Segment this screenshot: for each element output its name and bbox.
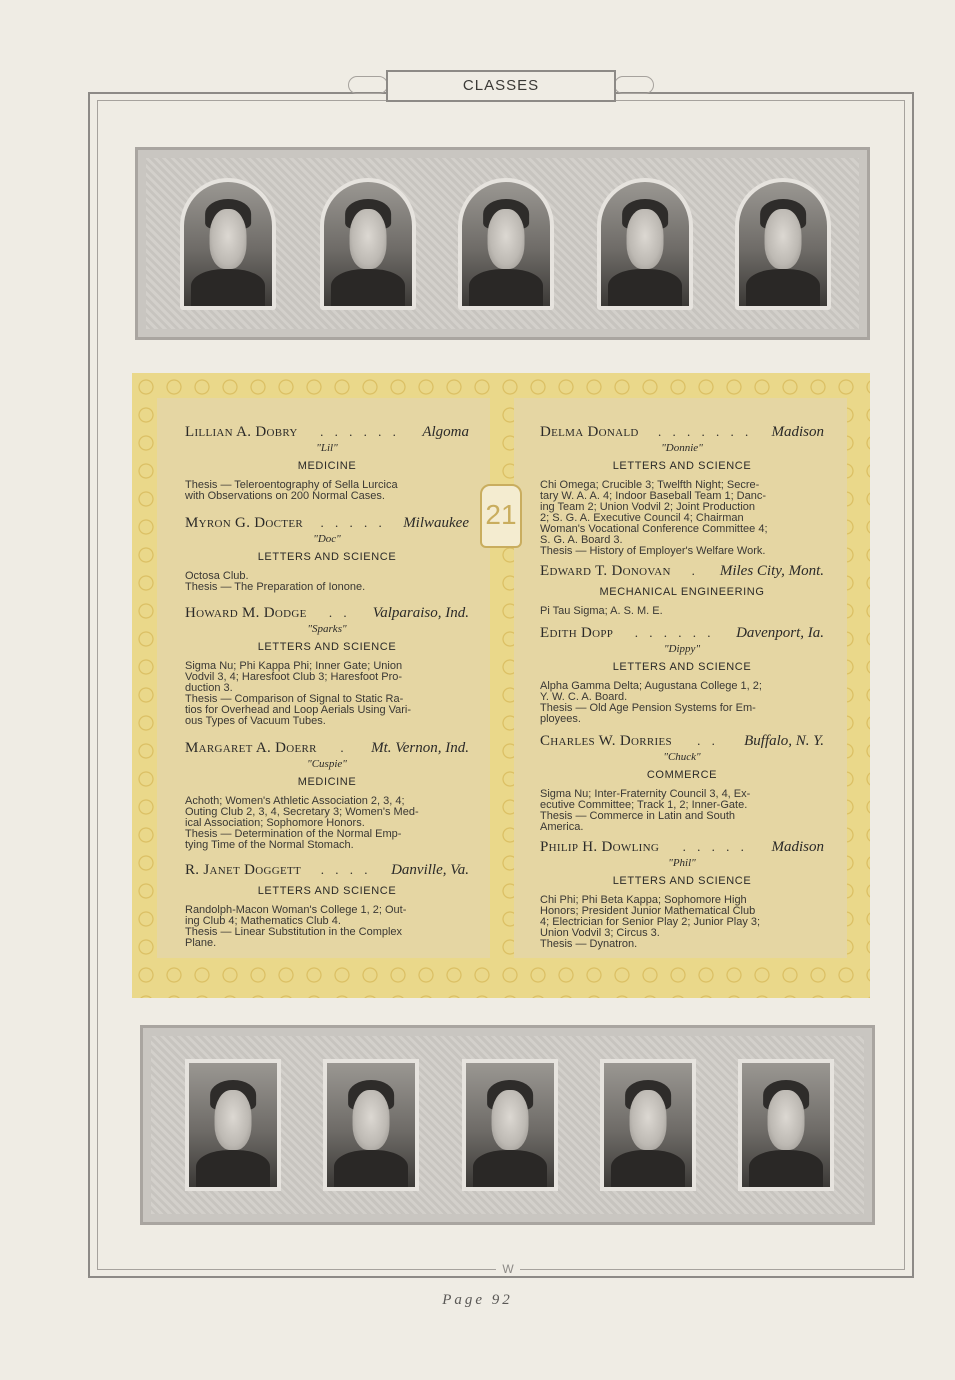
text-line: Plane.	[185, 937, 217, 949]
bottom-photo-strip	[140, 1025, 875, 1225]
activities-text	[185, 571, 469, 593]
text-line: Thesis — The Preparation of Ionone.	[185, 581, 366, 593]
portrait-photo	[458, 178, 554, 310]
section-header: CLASSES	[386, 70, 616, 102]
text-line: Thesis — Old Age Pension Systems for Em-	[540, 702, 756, 714]
text-line: ous Types of Vacuum Tubes.	[185, 715, 326, 727]
department: LETTERS AND SCIENCE	[257, 551, 397, 563]
portrait-photo	[597, 178, 693, 310]
hometown: Buffalo, N. Y.	[744, 733, 824, 749]
student-entry	[540, 563, 824, 617]
portrait-photo	[738, 1059, 834, 1191]
text-line: Thesis — Teleroentography of Sella Lurcica	[185, 479, 398, 491]
student-entry	[185, 740, 469, 851]
header-ornament-left	[348, 76, 388, 94]
department: MEDICINE	[297, 776, 357, 788]
text-line: tying Time of the Normal Stomach.	[185, 839, 354, 851]
student-entry	[540, 839, 824, 950]
department: LETTERS AND SCIENCE	[612, 661, 752, 673]
activities-text	[185, 796, 469, 851]
activities-text	[185, 661, 469, 727]
hometown: Algoma	[422, 424, 469, 440]
student-name: R. Janet Doggett	[185, 862, 302, 878]
text-line: duction 3.	[185, 682, 233, 694]
leader-dots: .	[691, 563, 699, 578]
portrait-photo	[180, 178, 276, 310]
leader-dots: . . . . . .	[634, 625, 715, 640]
leader-dots: . . . . .	[320, 515, 386, 530]
text-line: Thesis — Dynatron.	[540, 938, 638, 950]
text-line: Pi Tau Sigma; A. S. M. E.	[540, 605, 663, 617]
student-name: Edward T. Donovan	[540, 563, 671, 579]
nickname: "Cuspie"	[307, 758, 347, 770]
nickname: "Phil"	[668, 857, 696, 869]
activities-text	[540, 895, 824, 950]
leader-dots: . .	[328, 605, 351, 620]
portrait-photo	[323, 1059, 419, 1191]
text-line: ical Association; Sophomore Honors.	[185, 817, 365, 829]
student-entry	[540, 424, 824, 557]
student-entry	[185, 862, 469, 949]
text-line: Octosa Club.	[185, 570, 249, 582]
text-line: ing Club 4; Mathematics Club 4.	[185, 915, 341, 927]
portrait-photo	[320, 178, 416, 310]
leader-dots: .	[340, 740, 348, 755]
department: COMMERCE	[646, 769, 718, 781]
text-line: Honors; President Junior Mathematical Club	[540, 905, 756, 917]
text-line: Achoth; Women's Athletic Association 2, 3, 4;	[185, 795, 405, 807]
hometown: Miles City, Mont.	[719, 563, 824, 579]
text-line: Thesis — History of Employer's Welfare Work.	[540, 545, 766, 557]
text-line: Sigma Nu; Phi Kappa Phi; Inner Gate; Union	[185, 660, 403, 672]
department: LETTERS AND SCIENCE	[612, 875, 752, 887]
department: LETTERS AND SCIENCE	[257, 885, 397, 897]
leader-dots: . . . .	[320, 862, 372, 877]
leader-dots: . . . . .	[682, 839, 748, 854]
class-year-badge: 21	[480, 484, 522, 548]
text-line: Sigma Nu; Inter-Fraternity Council 3, 4, Ex-	[540, 788, 751, 800]
hometown: Madison	[771, 839, 824, 855]
text-line: Outing Club 2, 3, 4, Secretary 3; Women's Med-	[185, 806, 419, 818]
text-line: Randolph-Macon Woman's College 1, 2; Out-	[185, 904, 407, 916]
hometown: Madison	[771, 424, 824, 440]
student-name: Edith Dopp	[540, 625, 614, 641]
text-line: Woman's Vocational Conference Committee 4;	[540, 523, 768, 535]
student-entry	[540, 733, 824, 833]
department: LETTERS AND SCIENCE	[612, 460, 752, 472]
hometown: Davenport, Ia.	[736, 625, 824, 641]
text-line: Thesis — Linear Substitution in the Complex	[185, 926, 403, 938]
text-line: Union Vodvil 3; Circus 3.	[540, 927, 660, 939]
activities-text	[540, 606, 824, 617]
activities-text	[540, 480, 824, 557]
text-line: Y. W. C. A. Board.	[540, 691, 628, 703]
nickname: "Lil"	[316, 442, 338, 454]
text-line: Chi Phi; Phi Beta Kappa; Sophomore High	[540, 894, 747, 906]
department: MECHANICAL ENGINEERING	[599, 586, 765, 598]
text-line: 4; Electrician for Senior Play 2; Junior Play 3;	[540, 916, 761, 928]
nickname: "Donnie"	[661, 442, 703, 454]
portrait-photo	[735, 178, 831, 310]
text-line: America.	[540, 821, 584, 833]
text-line: Thesis — Comparison of Signal to Static Ra-	[185, 693, 404, 705]
student-name: Howard M. Dodge	[185, 605, 307, 621]
text-line: ecutive Committee; Track 1, 2; Inner-Gate.	[540, 799, 748, 811]
nickname: "Dippy"	[663, 643, 701, 655]
text-line: with Observations on 200 Normal Cases.	[185, 490, 385, 502]
activities-text	[540, 789, 824, 833]
leader-dots: . . . . . .	[320, 424, 400, 439]
page-number: Page 92	[442, 1292, 513, 1308]
text-line: Alpha Gamma Delta; Augustana College 1, 2;	[540, 680, 762, 692]
activities-text	[540, 681, 824, 725]
student-name: Charles W. Dorries	[540, 733, 672, 749]
portrait-photo	[600, 1059, 696, 1191]
text-line: Chi Omega; Crucible 3; Twelfth Night; Secre-	[540, 479, 760, 491]
header-ornament-right	[614, 76, 654, 94]
text-line: tary W. A. A. 4; Indoor Baseball Team 1; Danc-	[540, 490, 767, 502]
portrait-photo	[185, 1059, 281, 1191]
text-line: Vodvil 3, 4; Haresfoot Club 3; Haresfoot Pro-	[185, 671, 403, 683]
student-name: Myron G. Docter	[185, 515, 303, 531]
student-name: Lillian A. Dobry	[185, 424, 298, 440]
hometown: Danville, Va.	[391, 862, 469, 878]
student-name: Philip H. Dowling	[540, 839, 660, 855]
department: LETTERS AND SCIENCE	[257, 641, 397, 653]
student-entry	[185, 515, 469, 593]
portrait-photo	[462, 1059, 558, 1191]
student-entry	[185, 424, 469, 502]
student-entry	[185, 605, 469, 727]
hometown: Valparaiso, Ind.	[372, 605, 469, 621]
student-name: Margaret A. Doerr	[185, 740, 317, 756]
hometown: Mt. Vernon, Ind.	[371, 740, 469, 756]
top-photo-strip	[135, 147, 870, 340]
text-line: ing Team 2; Union Vodvil 2; Joint Production	[540, 501, 756, 513]
nickname: "Sparks"	[307, 623, 347, 635]
leader-dots: . .	[697, 733, 719, 748]
department: MEDICINE	[297, 460, 357, 472]
student-name: Delma Donald	[540, 424, 639, 440]
text-line: tios for Overhead and Loop Aerials Using Vari-	[185, 704, 412, 716]
text-line: Thesis — Determination of the Normal Emp-	[185, 828, 402, 840]
text-line: 2; S. G. A. Executive Council 4; Chairman	[540, 512, 744, 524]
student-entry	[540, 625, 824, 725]
hometown: Milwaukee	[403, 515, 469, 531]
footer-mark: W	[496, 1262, 520, 1276]
text-line: S. G. A. Board 3.	[540, 534, 623, 546]
text-line: Thesis — Commerce in Latin and South	[540, 810, 736, 822]
text-line: ployees.	[540, 713, 581, 725]
activities-text	[185, 480, 469, 502]
leader-dots: . . . . . . .	[657, 424, 753, 439]
nickname: "Doc"	[313, 533, 341, 545]
activities-text	[185, 905, 469, 949]
nickname: "Chuck"	[663, 751, 701, 763]
